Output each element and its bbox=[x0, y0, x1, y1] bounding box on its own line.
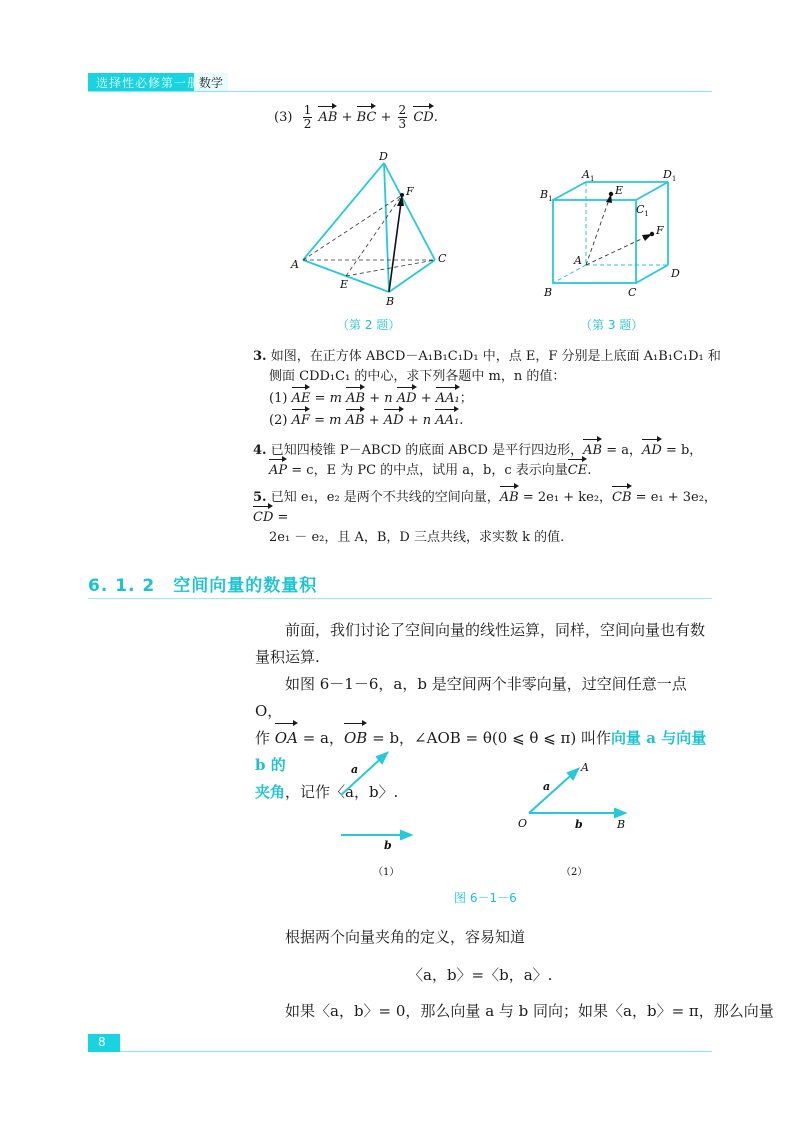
subject-label: 数学 bbox=[199, 76, 224, 90]
label-a-point: A bbox=[581, 761, 589, 774]
header-rule bbox=[88, 91, 712, 92]
figure-caption-3: （第 3 题） bbox=[580, 318, 644, 332]
problem-5: 5. 已知 e₁，e₂ 是两个不共线的空间向量，AB = 2e₁ + ke₂，CB = e₁ + 3e₂，CD = 2e₁ － e₂，且 A，B，D 三点共线，求实数 k 的值. bbox=[253, 490, 717, 545]
label-a: A bbox=[291, 258, 299, 271]
label-f: F bbox=[656, 224, 664, 237]
subfigure-2-label: （2） bbox=[561, 867, 588, 878]
label-c1: $C_1$ bbox=[636, 203, 649, 218]
figure-6-1-6 bbox=[325, 745, 645, 880]
figure-caption-2: （第 2 题） bbox=[337, 318, 401, 332]
label-a1: $A_1$ bbox=[582, 168, 595, 183]
paragraph-1: 前面，我们讨论了空间向量的线性运算，同样，空间向量也有数 量积运算. bbox=[255, 621, 706, 666]
page-number: 8 bbox=[98, 1035, 106, 1049]
vector-bc: BC bbox=[356, 110, 377, 125]
label-d: D bbox=[379, 150, 388, 163]
label-b: B bbox=[544, 286, 553, 299]
vector-ab: AB bbox=[318, 110, 338, 125]
label-a: A bbox=[574, 254, 582, 267]
highlight-term: 向量 a 与向量 b 的 bbox=[255, 729, 707, 774]
label-a-2: a bbox=[543, 780, 551, 793]
book-series-title: 选择性必修第一册 bbox=[96, 76, 201, 90]
label-c: C bbox=[438, 252, 447, 265]
label-b-point: B bbox=[617, 818, 626, 831]
label-d1: $D_1$ bbox=[663, 168, 677, 183]
problem-3-part-1: (1) AE = m AB + n AD + AA₁； bbox=[253, 389, 723, 409]
label-a: a bbox=[351, 763, 359, 776]
formula-commutative: 〈a，b〉=〈b，a〉. bbox=[408, 966, 553, 984]
exercise-2-part-3: (3) $\frac{1}{2}$ AB + BC + $\frac{2}{3}$ CD. bbox=[274, 103, 438, 131]
subfigure-1-label: （1） bbox=[373, 867, 400, 878]
paragraph-2: 如图 6－1－6，a，b 是空间两个非零向量，过空间任意一点 O， 作 OA = a，OB = b，∠AOB = θ(0 ⩽ θ ⩽ π) 叫作向量 a 与向量 b 的 夹角，记作〈a，b〉. bbox=[255, 675, 707, 801]
cube-figure bbox=[538, 168, 688, 303]
paragraph-3: 根据两个向量夹角的定义，容易知道 bbox=[285, 928, 526, 946]
paragraph-4: 如果〈a，b〉= 0，那么向量 a 与 b 同向；如果〈a，b〉= π，那么向量 bbox=[285, 1002, 774, 1020]
figure-caption-6-1-6: 图 6－1－6 bbox=[454, 891, 517, 905]
tetrahedron-figure bbox=[285, 148, 455, 313]
problem-3: 3. 如图，在正方体 ABCD－A₁B₁C₁D₁ 中，点 E，F 分别是上底面 A₁B₁C₁D₁ 和 侧面 CDD₁C₁ 的中心，求下列各题中 m，n 的值： (1) AE = m AB + n AD + AA₁； (2) AF = m AB + AD + n AA₁. bbox=[253, 347, 723, 431]
label-c: C bbox=[628, 286, 637, 299]
label-b: B bbox=[386, 295, 395, 308]
vector-cd: CD bbox=[413, 110, 434, 125]
problem-3-part-2: (2) AF = m AB + AD + n AA₁. bbox=[253, 411, 723, 431]
footer-rule bbox=[120, 1051, 712, 1052]
problem-4: 4. 已知四棱锥 P－ABCD 的底面 ABCD 是平行四边形，AB = a，AD = b， AP = c，E 为 PC 的中点，试用 a，b，c 表示向量CE. bbox=[253, 441, 723, 481]
label-o: O bbox=[518, 817, 528, 830]
section-rule bbox=[88, 598, 712, 599]
label-d: D bbox=[671, 267, 680, 280]
label-f: F bbox=[406, 185, 414, 198]
label-b1: $B_1$ bbox=[540, 188, 553, 203]
section-title: 6. 1. 2 空间向量的数量积 bbox=[88, 576, 318, 596]
label-b: b bbox=[384, 839, 392, 852]
label-e: E bbox=[340, 278, 349, 291]
label-b-2: b bbox=[575, 818, 583, 831]
label-e: E bbox=[615, 184, 624, 197]
